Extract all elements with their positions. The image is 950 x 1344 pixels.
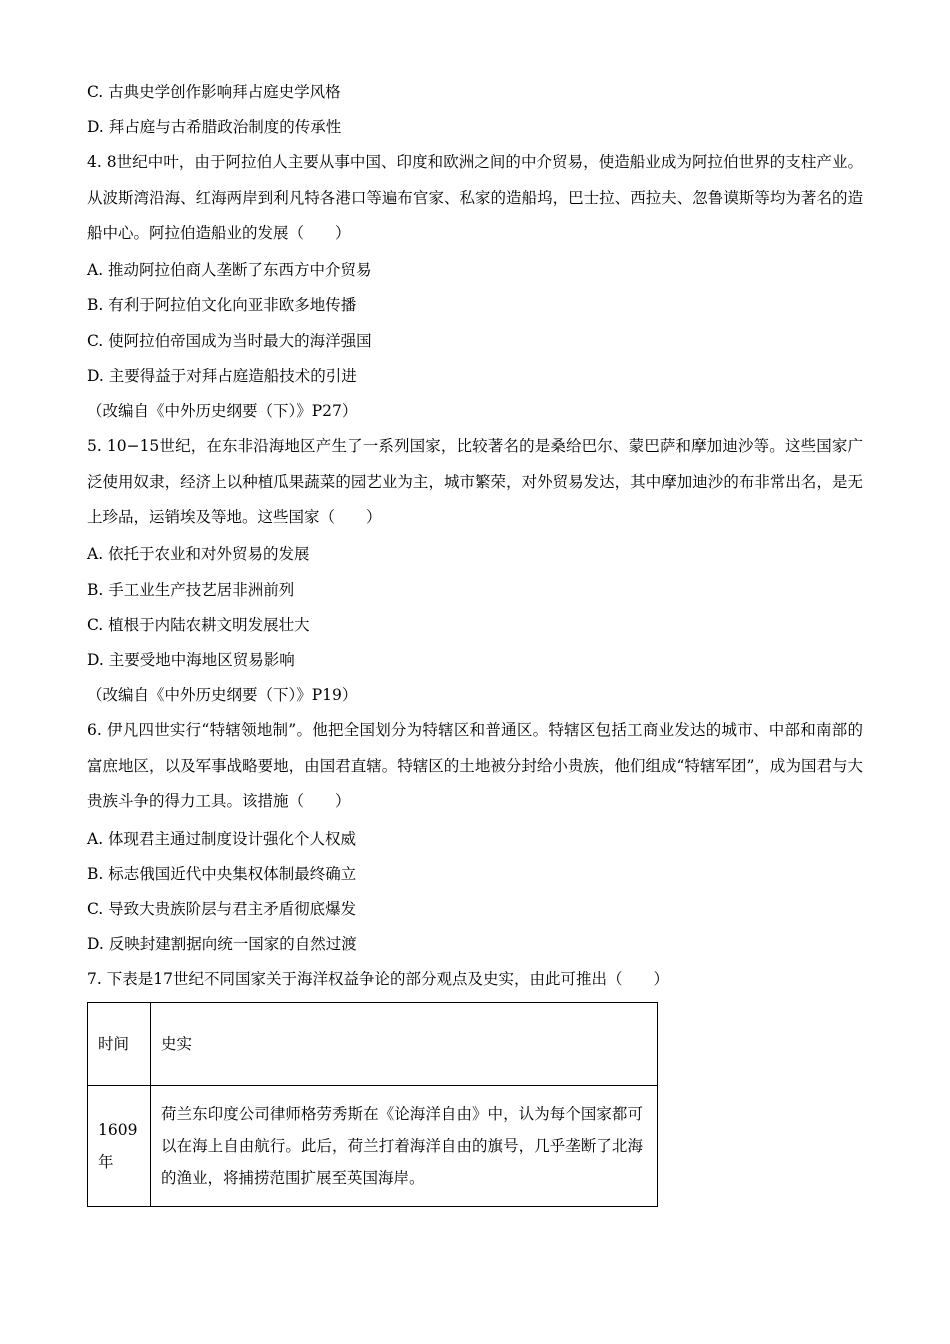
table-header-row [88, 1003, 658, 1086]
q5-stem: 5. 10−15世纪，在东非沿海地区产生了一系列国家，比较著名的是桑给巴尔、蒙巴萨和摩加迪沙等。这些国家广泛使用奴隶，经济上以种植瓜果蔬菜的园艺业为主，城市繁荣，对外贸易发达，其中摩加迪沙的布非常出名，是无上珍品，运销埃及等地。这些国家（ ） [87, 437, 863, 526]
header-time: 时间 [88, 1003, 151, 1086]
q5-option-c: C. 植根于内陆农耕文明发展壮大 [87, 616, 310, 634]
q3-option-d: D. 拜占庭与古希腊政治制度的传承性 [87, 118, 342, 136]
q4-stem: 4. 8世纪中叶，由于阿拉伯人主要从事中国、印度和欧洲之间的中介贸易，使造船业成为阿拉伯世界的支柱产业。从波斯湾沿海、红海两岸到利凡特各港口等遍布官家、私家的造船坞，巴士拉、西拉夫、忽鲁谟斯等均为著名的造船中心。阿拉伯造船业的发展（ ） [87, 153, 863, 242]
q3-option-c: C. 古典史学创作影响拜占庭史学风格 [87, 83, 341, 101]
q5-option-d: D. 主要受地中海地区贸易影响 [87, 651, 295, 669]
q6-option-c: C. 导致大贵族阶层与君主矛盾彻底爆发 [87, 900, 357, 918]
table-row [88, 1086, 658, 1207]
q4-option-b: B. 有利于阿拉伯文化向亚非欧多地传播 [87, 296, 357, 314]
q7-stem: 7. 下表是17世纪不同国家关于海洋权益争论的部分观点及史实，由此可推出（ ） [87, 970, 669, 988]
q6-option-b: B. 标志俄国近代中央集权体制最终确立 [87, 865, 357, 883]
q4-option-d: D. 主要得益于对拜占庭造船技术的引进 [87, 367, 357, 385]
q4-option-c: C. 使阿拉伯帝国成为当时最大的海洋强国 [87, 332, 372, 350]
q4-option-a: A. 推动阿拉伯商人垄断了东西方中介贸易 [87, 261, 372, 279]
row-time: 1609年 [88, 1086, 151, 1207]
q5-source: （改编自《中外历史纲要（下）》P19） [87, 686, 358, 704]
row-fact: 荷兰东印度公司律师格劳秀斯在《论海洋自由》中，认为每个国家都可以在海上自由航行。此后，荷兰打着海洋自由的旗号，几乎垄断了北海的渔业，将捕捞范围扩展至英国海岸。 [151, 1086, 658, 1207]
q5-option-b: B. 手工业生产技艺居非洲前列 [87, 581, 295, 599]
q6-option-d: D. 反映封建割据向统一国家的自然过渡 [87, 935, 357, 953]
q5-option-a: A. 依托于农业和对外贸易的发展 [87, 545, 310, 563]
q6-option-a: A. 体现君主通过制度设计强化个人权威 [87, 830, 357, 848]
q6-stem: 6. 伊凡四世实行“特辖领地制”。他把全国划分为特辖区和普通区。特辖区包括工商业发达的城市、中部和南部的富庶地区，以及军事战略要地，由国君直辖。特辖区的土地被分封给小贵族，他们组成“特辖军团”，成为国君与大贵族斗争的得力工具。该措施（ ） [87, 721, 863, 810]
history-table [87, 1002, 658, 1207]
q4-source: （改编自《中外历史纲要（下）》P27） [87, 402, 358, 420]
header-fact: 史实 [151, 1003, 658, 1086]
